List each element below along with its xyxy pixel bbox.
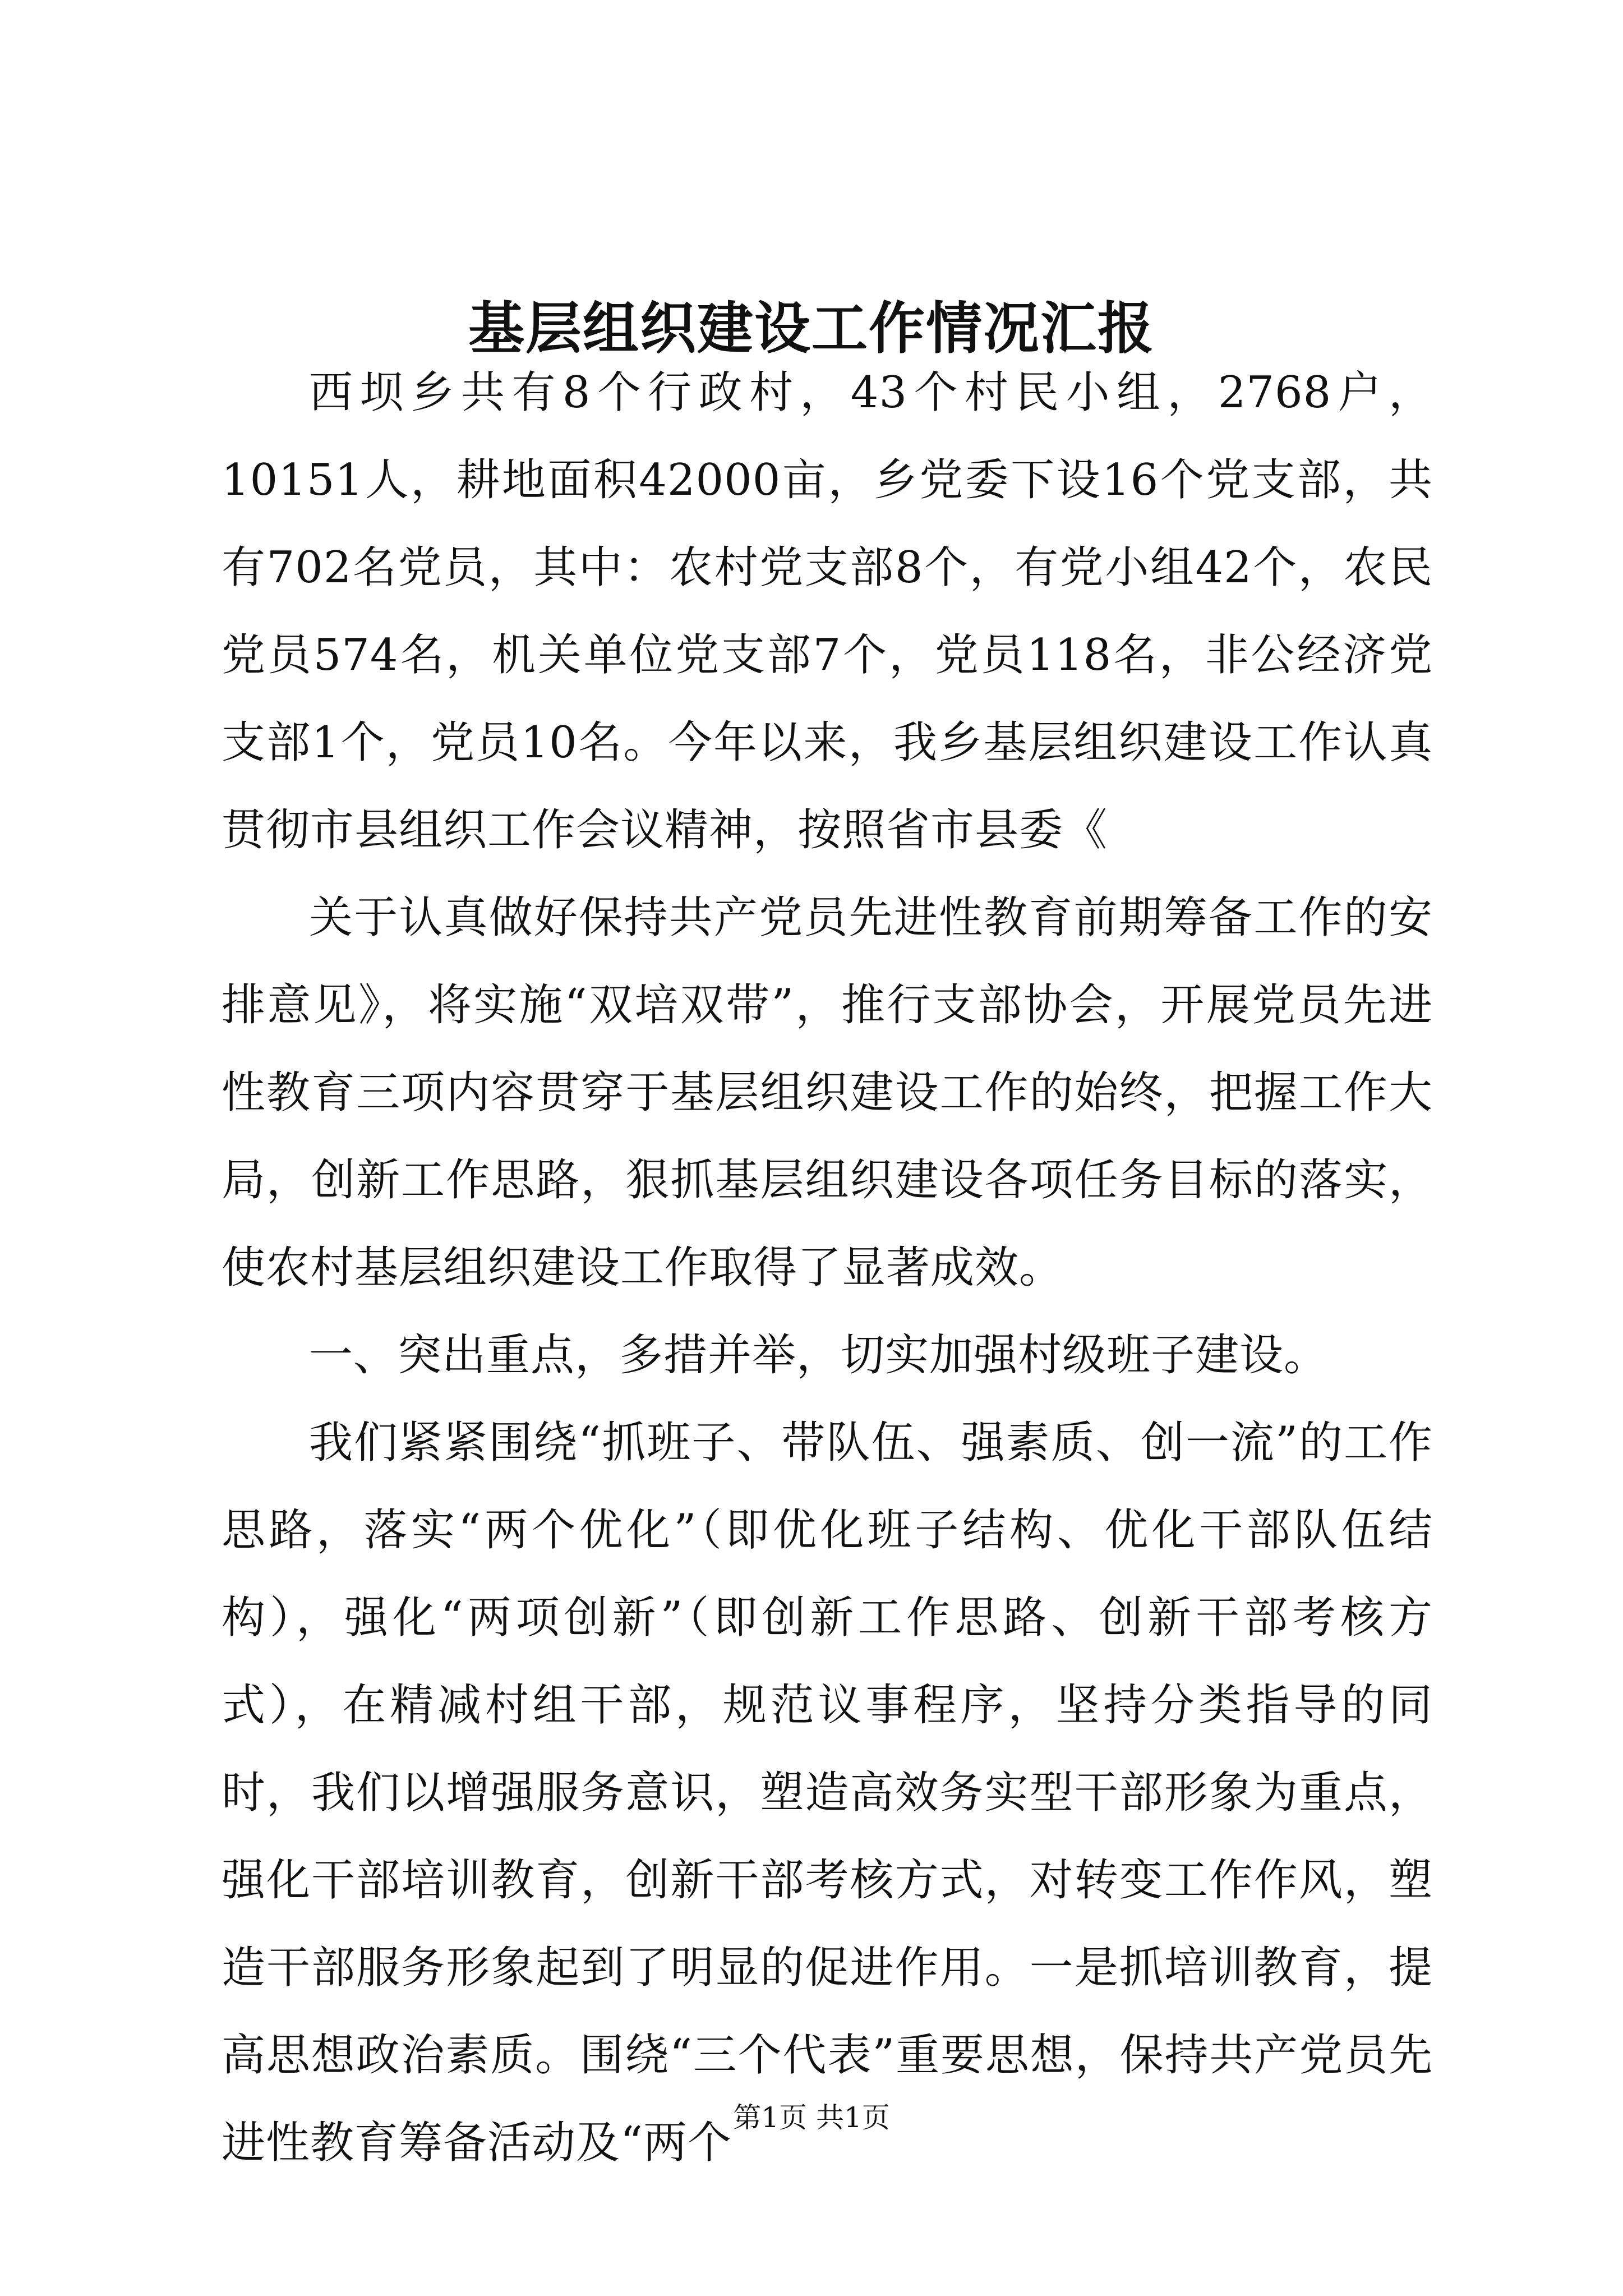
page-footer: 第1页 共1页: [733, 2101, 890, 2134]
section-heading-1: 一、突出重点，多措并举，切实加强村级班子建设。: [309, 1330, 1329, 1381]
document-title: 基层组织建设工作情况汇报: [468, 295, 1155, 361]
paragraph-3: 我们紧紧围绕“抓班子、带队伍、强素质、创一流”的工作思路，落实“两个优化”（即优化班子结构、优化干部队伍结构），强化“两项创新”（即创新工作思路、创新干部考核方式），在精减村组干部，规范议事程序，坚持分类指导的同时，我们以增强服务意识，塑造高效务实型干部形象为重点，强化干部培训教育，创新干部考核方式，对转变工作作风，塑造干部服务形象起到了明显的促进作用。一是抓培训教育，提高思想政治素质。围绕“三个代表”重要思想，保持共产党员先进性教育筹备活动及“两个: [222, 1418, 1433, 2168]
paragraph-2: 关于认真做好保持共产党员先进性教育前期筹备工作的安排意见》，将实施“双培双带”，推行支部协会，开展党员先进性教育三项内容贯穿于基层组织建设工作的始终，把握工作大局，创新工作思路，狠抓基层组织建设各项任务目标的落实，使农村基层组织建设工作取得了显著成效。: [222, 892, 1433, 1293]
paragraph-1: 西坝乡共有8个行政村，43个村民小组，2768户，10151人，耕地面积42000亩，乡党委下设16个党支部，共有702名党员，其中：农村党支部8个，有党小组42个，农民党员574名，机关单位党支部7个，党员118名，非公经济党支部1个，党员10名。今年以来，我乡基层组织建设工作认真贯彻市县组织工作会议精神，按照省市县委《: [222, 367, 1433, 855]
document-body: [222, 349, 1433, 2187]
